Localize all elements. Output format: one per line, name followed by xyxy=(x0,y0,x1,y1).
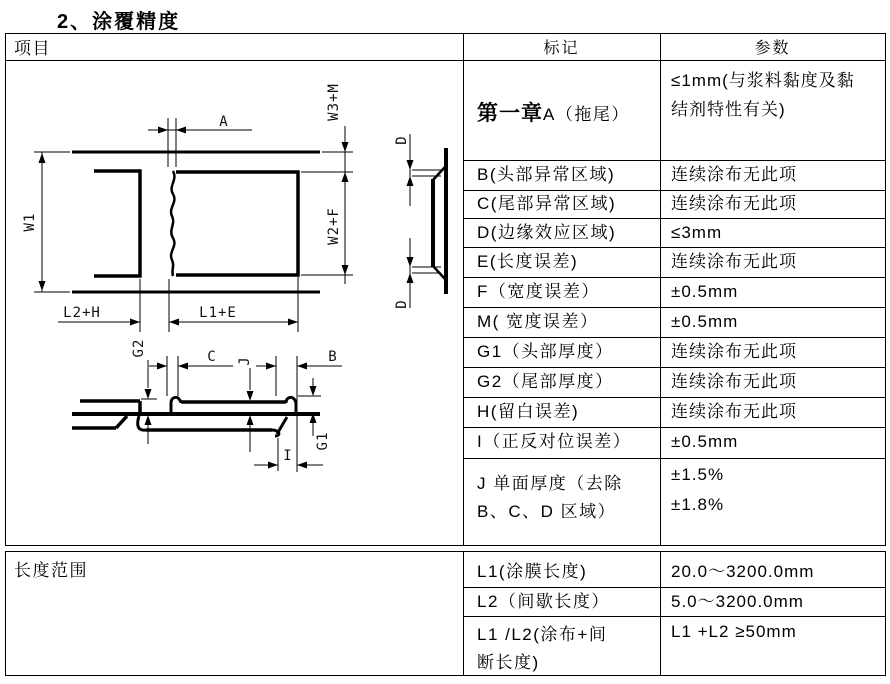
mark-cell-l2: L2（间歇长度） xyxy=(477,592,610,611)
param-cell-j-line1: ±1.5% xyxy=(671,465,725,484)
header-param: 参数 xyxy=(754,40,791,57)
arrowhead xyxy=(176,127,186,134)
l2h-label: L2+H xyxy=(63,305,101,321)
mark-cell-l1: L1(涂膜长度) xyxy=(477,562,588,581)
profile-prev-bottom-coating xyxy=(72,416,127,428)
mark-cell-l1-l2: L1 /L2(涂布+间断长度) xyxy=(477,625,608,672)
arrowhead xyxy=(407,160,414,170)
mark-cell-h: H(留白误差) xyxy=(477,402,580,421)
profile-top-coating-tail-bump xyxy=(171,397,181,412)
header-mark: 标记 xyxy=(543,40,580,57)
header-item: 项目 xyxy=(14,39,51,58)
coating-region-outline xyxy=(176,172,298,275)
profile-top-coating-head-bump xyxy=(286,397,296,412)
mark-cell-c: C(尾部异常区域) xyxy=(477,194,617,213)
item-length-range: 长度范围 xyxy=(14,561,88,580)
table-column-divider xyxy=(660,34,661,545)
mark-cell-d: D(边缘效应区域) xyxy=(477,223,617,242)
mark-cell-i: I（正反对位误差） xyxy=(477,432,632,451)
mark-cell-j: J 单面厚度（去除 B、C、D 区域） xyxy=(477,474,623,521)
table-row-divider xyxy=(463,458,885,459)
table-row-divider xyxy=(463,247,885,248)
w1-label: W1 xyxy=(22,212,38,232)
param-cell-h: 连续涂布无此项 xyxy=(671,402,797,421)
param-cell-i: ±0.5mm xyxy=(671,432,739,451)
c-dimension-lines xyxy=(149,356,233,396)
arrowhead xyxy=(266,363,276,370)
mark-cell-g2: G2（尾部厚度） xyxy=(477,372,614,391)
table-row-divider xyxy=(463,397,885,398)
a-label: A xyxy=(219,114,229,130)
c-label: C xyxy=(207,349,217,365)
table-row-divider xyxy=(463,307,885,308)
d-top-label: D xyxy=(394,135,410,145)
arrowhead xyxy=(39,153,46,163)
arrowhead xyxy=(169,319,179,326)
param-cell-a: ≤1mm(与浆料黏度及黏结剂特性有关) xyxy=(671,71,855,119)
param-cell-l1: 20.0～3200.0mm xyxy=(671,562,815,581)
g1-dimension-lines xyxy=(298,378,321,436)
param-cell-g1: 连续涂布无此项 xyxy=(671,342,797,361)
i-label: I xyxy=(283,448,293,464)
d-bottom-label: D xyxy=(394,299,410,309)
profile-bottom-coating-tail-end xyxy=(138,416,146,430)
w1-dimension-lines xyxy=(34,152,70,292)
param-cell-m: ±0.5mm xyxy=(671,312,739,331)
mark-cell-m: M( 宽度误差） xyxy=(477,312,599,331)
table-row-divider xyxy=(463,277,885,278)
table-row-divider xyxy=(463,337,885,338)
param-cell-e: 连续涂布无此项 xyxy=(671,252,797,271)
d-bottom-dimension-lines xyxy=(410,238,441,308)
arrowhead xyxy=(342,172,349,182)
table-column-divider xyxy=(463,34,464,545)
mark-cell-f: F（宽度误差） xyxy=(477,282,600,301)
l1e-label: L1+E xyxy=(199,305,237,321)
arrowhead xyxy=(130,319,140,326)
arrowhead xyxy=(297,462,307,469)
mark-cell-a xyxy=(477,97,630,127)
mark-cell-e: E(长度误差) xyxy=(477,252,579,271)
table-row-divider xyxy=(463,190,885,191)
param-cell-g2: 连续涂布无此项 xyxy=(671,372,797,391)
param-cell-f: ±0.5mm xyxy=(671,282,739,301)
arrowhead xyxy=(247,415,254,425)
arrowhead xyxy=(407,273,414,283)
param-cell-d: ≤3mm xyxy=(671,223,723,242)
a-dimension-lines xyxy=(148,118,252,167)
table-row-divider xyxy=(463,427,885,428)
arrowhead xyxy=(407,176,414,186)
param-cell-l1-l2: L1 +L2 ≥50mm xyxy=(671,622,797,641)
mark-a-label: A（拖尾） xyxy=(543,105,630,124)
table-row-divider xyxy=(463,218,885,219)
arrowhead xyxy=(145,415,152,425)
g1-label: G1 xyxy=(315,431,331,451)
arrowhead xyxy=(407,257,414,267)
table-column-divider xyxy=(463,552,464,675)
coating-dimension-diagram xyxy=(5,60,463,546)
arrowhead xyxy=(158,127,168,134)
w3m-label: W3+M xyxy=(326,83,342,121)
page-title: 2、涂覆精度 xyxy=(57,11,181,33)
w2f-label: W2+F xyxy=(326,207,342,245)
mark-a-chapter-prefix: 第一章 xyxy=(477,102,543,125)
arrowhead xyxy=(268,462,278,469)
arrowhead xyxy=(247,391,254,401)
arrowhead xyxy=(178,363,188,370)
table-row-divider xyxy=(463,367,885,368)
table-row-divider xyxy=(463,616,885,617)
mark-cell-b: B(头部异常区域) xyxy=(477,165,616,184)
table-row-divider xyxy=(463,160,885,161)
arrowhead xyxy=(288,319,298,326)
arrowhead xyxy=(342,265,349,275)
param-cell-b: 连续涂布无此项 xyxy=(671,165,797,184)
d-top-dimension-lines xyxy=(410,134,441,206)
arrowhead xyxy=(145,389,152,399)
g2-label: G2 xyxy=(131,338,147,358)
b-label: B xyxy=(328,349,338,365)
wavy-coating-edge xyxy=(171,171,174,276)
arrowhead xyxy=(342,142,349,152)
profile-bottom-coating-head-end xyxy=(272,417,287,436)
arrowhead xyxy=(157,363,167,370)
mark-cell-g1: G1（头部厚度） xyxy=(477,342,614,361)
table-row-divider xyxy=(463,587,885,588)
arrowhead xyxy=(297,363,307,370)
profile-prev-top-coating xyxy=(80,401,140,412)
param-cell-c: 连续涂布无此项 xyxy=(671,194,797,213)
j-label: J xyxy=(237,356,253,366)
previous-coating-outline xyxy=(94,171,140,276)
table-column-divider xyxy=(660,552,661,675)
arrowhead xyxy=(39,281,46,291)
param-cell-j-line2: ±1.8% xyxy=(671,495,725,514)
param-cell-l2: 5.0～3200.0mm xyxy=(671,592,804,611)
arrowhead xyxy=(310,386,317,396)
